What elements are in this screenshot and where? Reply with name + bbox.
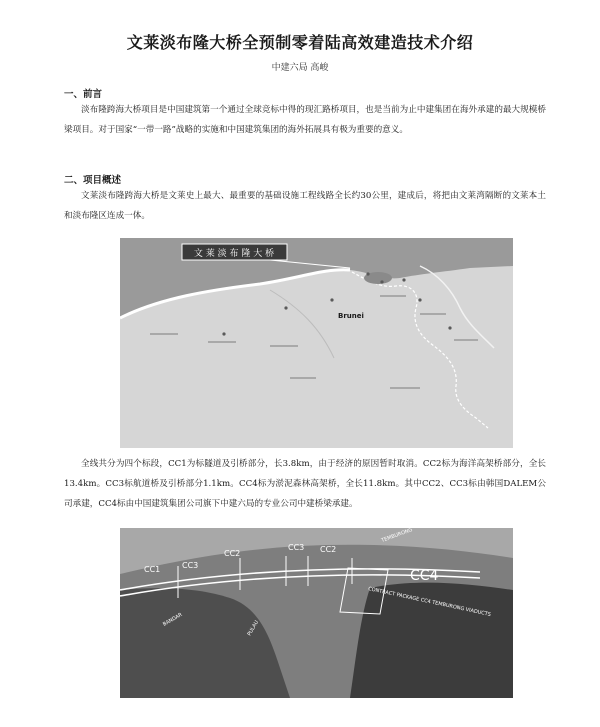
author-line: 中建六局 高峻 <box>271 63 329 73</box>
pulau-label: PULAU <box>246 619 261 637</box>
overview-paragraph-1: 文莱淡布隆跨海大桥是文莱史上最大、最重要的基础设施工程线路全长约30公里，建成后，将把由文莱湾隔断的文莱本土和淡布隆区连成一体。 <box>64 191 546 221</box>
segment-label-cc4: CC4 <box>410 568 439 584</box>
segment-label-cc2-west: CC2 <box>224 549 241 558</box>
preface-paragraph: 淡布隆跨海大桥项目是中国建筑第一个通过全球竞标中得的现汇路桥项目，也是当前为止中建集团在海外承建的最大规模桥梁项目。对于国家“一带一路”战略的实施和中国建筑集团的海外拓展具有极为重要的意义。 <box>64 105 546 135</box>
segment-label-cc3-west: CC3 <box>182 561 199 570</box>
brunei-map-figure <box>120 238 513 448</box>
segment-label-cc3-east: CC3 <box>288 543 305 552</box>
bridge-segments-map <box>120 528 513 698</box>
section-heading-overview: 二、项目概述 <box>64 175 122 186</box>
map-banner-text: 文 莱 淡 布 隆 大 桥 <box>193 249 275 259</box>
brunei-map <box>120 238 513 448</box>
section-heading-preface: 一、前言 <box>64 89 103 100</box>
paper-title: 文莱淡布隆大桥全预制零着陆高效建造技术介绍 <box>126 33 474 52</box>
segment-label-cc2-east: CC2 <box>320 545 337 554</box>
bridge-segments-figure <box>120 528 513 698</box>
temburong-label: TEMBURONG <box>380 528 414 544</box>
overview-paragraph-2: 全线共分为四个标段，CC1为标隧道及引桥部分，长3.8km，由于经济的原因暂时取消。CC2标为海洋高架桥部分，全长13.4km。CC3标航道桥及引桥部分1.1km。CC4标为淤泥森林高架桥，全长11.8km。其中CC2、CC3标由韩国DALEM公司承建，CC4标由中国建筑集团公司旗下中建六局的专业公司中建桥梁承建。 <box>64 459 546 509</box>
segment-label-cc1: CC1 <box>144 565 161 574</box>
bandar-label: BANDAR <box>162 611 184 628</box>
contract-package-label: CONTRACT PACKAGE CC4 TEMBURONG VIADUCTS <box>367 586 492 618</box>
map-brunei-label: Brunei <box>338 312 364 320</box>
